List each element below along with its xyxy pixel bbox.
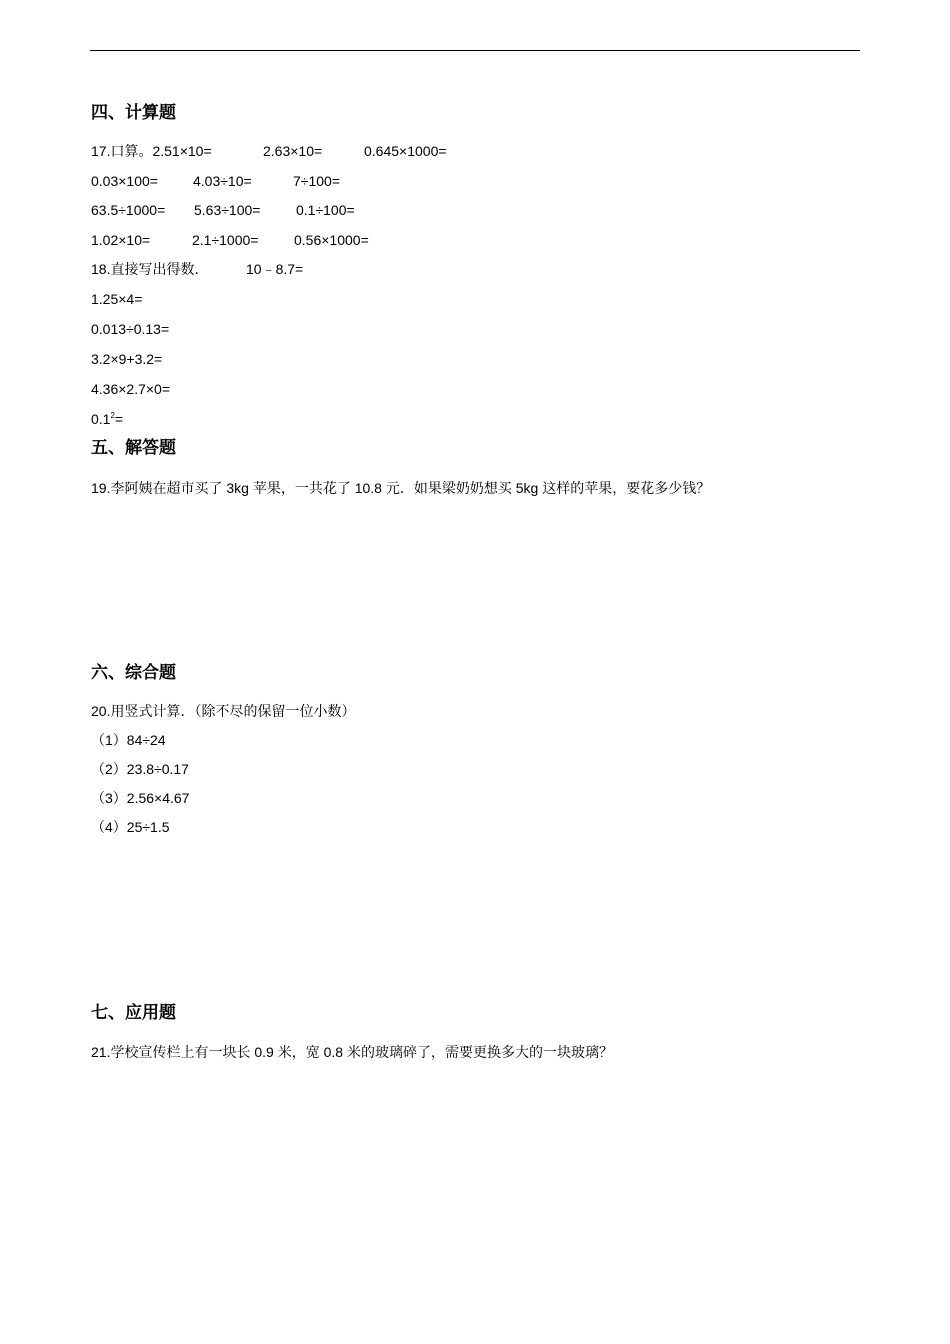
q18-problem-5 [91, 410, 123, 428]
q18-problem-1: 1.25×4= [91, 291, 143, 307]
q18-problem-5-exponent: 2 [110, 411, 115, 420]
q18-problem-5-tail: = [114, 411, 124, 427]
section-heading-comprehensive: 六、综合题 [91, 663, 176, 682]
q17-row2-item2: 4.03÷10= [193, 173, 252, 189]
q17-row4-item3: 0.56×1000= [294, 232, 369, 248]
q20-item-3: （3）2.56×4.67 [91, 790, 190, 806]
q17-row2-item1: 0.03×100= [91, 173, 158, 189]
header-rule [90, 50, 860, 51]
q17-row3-item3: 0.1÷100= [296, 202, 355, 218]
q17-row4-item2: 2.1÷1000= [192, 232, 259, 248]
q17-row3-item2: 5.63÷100= [194, 202, 261, 218]
q20-item-1: （1）84÷24 [91, 732, 166, 748]
section-heading-application: 七、应用题 [91, 1003, 176, 1022]
q20-intro: 20.用竖式计算．（除不尽的保留一位小数） [91, 703, 356, 719]
q17-row2-item3: 7÷100= [293, 173, 341, 189]
q18-problem-5-base: 0.1 [91, 411, 111, 427]
section-heading-calculation: 四、计算题 [91, 103, 176, 122]
section-heading-solve: 五、解答题 [91, 438, 176, 457]
q17-row1-item1: 17.口算。2.51×10= [91, 143, 212, 159]
q18-first-problem: 10﹣8.7= [246, 261, 304, 277]
q18-problem-3: 3.2×9+3.2= [91, 351, 163, 367]
q21-text: 21.学校宣传栏上有一块长 0.9 米，宽 0.8 米的玻璃碎了，需要更换多大的一块玻璃？ [91, 1044, 613, 1060]
q18-problem-2: 0.013÷0.13= [91, 321, 170, 337]
q17-row1-item2: 2.63×10= [263, 143, 323, 159]
q19-text: 19.李阿姨在超市买了 3kg 苹果，一共花了 10.8 元．如果梁奶奶想买 5kg 这样的苹果，要花多少钱？ [91, 480, 711, 496]
q17-row3-item1: 63.5÷1000= [91, 202, 166, 218]
q18-problem-4: 4.36×2.7×0= [91, 381, 171, 397]
q20-item-2: （2）23.8÷0.17 [91, 761, 189, 777]
q18-intro: 18.直接写出得数． [91, 261, 209, 277]
q17-row1-item3: 0.645×1000= [364, 143, 447, 159]
q20-item-4: （4）25÷1.5 [91, 819, 170, 835]
q17-row4-item1: 1.02×10= [91, 232, 151, 248]
